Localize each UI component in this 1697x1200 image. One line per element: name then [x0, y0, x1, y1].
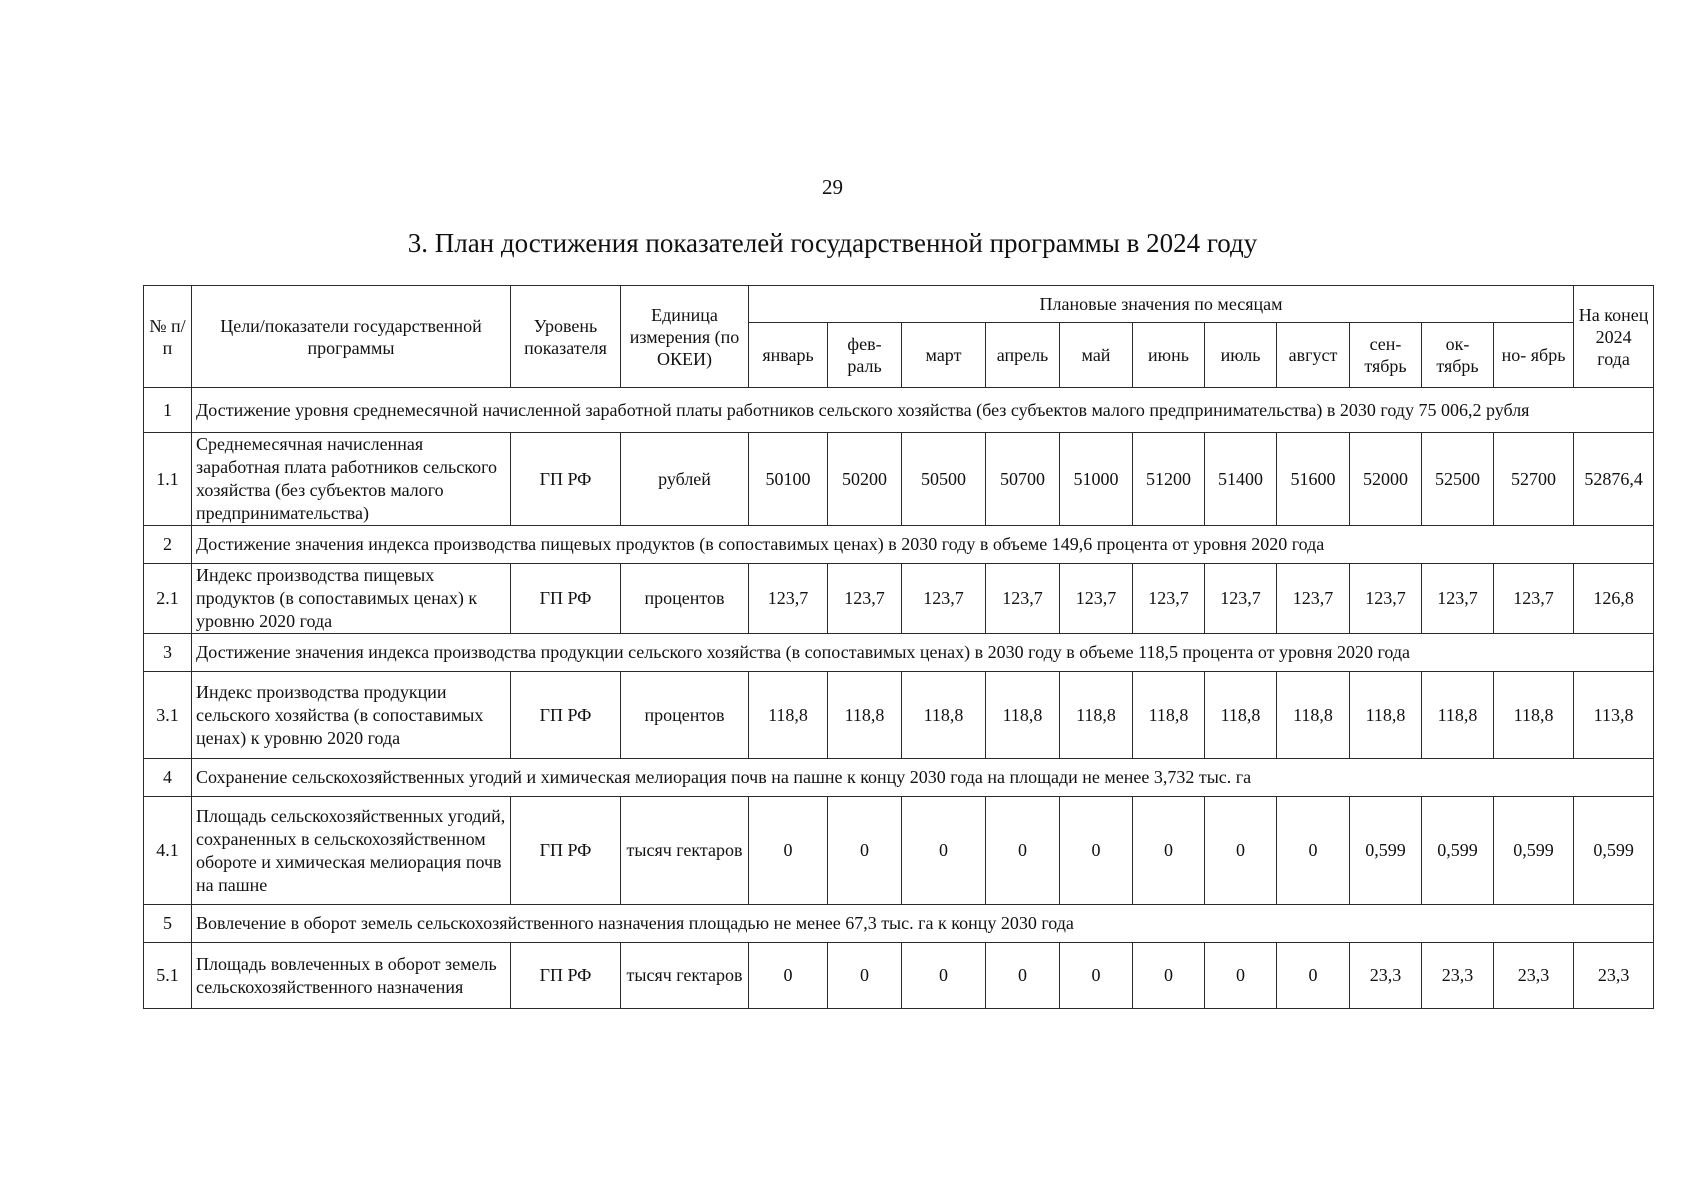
month-value: 118,8: [1060, 672, 1133, 759]
year-end-value: 126,8: [1574, 564, 1654, 634]
row-number: 5: [144, 905, 192, 943]
month-value: 123,7: [828, 564, 902, 634]
header-month: ок- тябрь: [1422, 323, 1494, 388]
month-value: 0: [902, 943, 986, 1009]
row-number: 1: [144, 388, 192, 433]
month-value: 123,7: [986, 564, 1060, 634]
indicator-row: [144, 797, 1654, 905]
year-end-value: 0,599: [1574, 797, 1654, 905]
month-value: 118,8: [1350, 672, 1422, 759]
month-value: 0,599: [1422, 797, 1494, 905]
header-unit: Единица измерения (по ОКЕИ): [621, 286, 749, 388]
indicator-name: Среднемесячная начисленная заработная плата работников сельского хозяйства (без субъектов малого предпринимательства): [192, 433, 511, 526]
goal-text: Достижение уровня среднемесячной начисленной заработной платы работников сельского хозяйства (без субъектов малого предпринимательства) в 2030 году 75 006,2 рубля: [192, 388, 1654, 433]
header-level: Уровень показателя: [511, 286, 621, 388]
header-month: май: [1060, 323, 1133, 388]
month-value: 0: [1060, 797, 1133, 905]
header-month: август: [1277, 323, 1350, 388]
month-value: 51600: [1277, 433, 1350, 526]
goal-text: Вовлечение в оборот земель сельскохозяйственного назначения площадью не менее 67,3 тыс. га к концу 2030 года: [192, 905, 1654, 943]
month-value: 0: [828, 797, 902, 905]
header-month: июль: [1205, 323, 1277, 388]
year-end-value: 23,3: [1574, 943, 1654, 1009]
month-value: 0,599: [1350, 797, 1422, 905]
month-value: 118,8: [828, 672, 902, 759]
indicator-level: ГП РФ: [511, 943, 621, 1009]
table-header: [144, 286, 1654, 388]
month-value: 51200: [1133, 433, 1205, 526]
indicators-plan-table: [143, 285, 1654, 1009]
header-month: март: [902, 323, 986, 388]
month-value: 50200: [828, 433, 902, 526]
goal-row: [144, 905, 1654, 943]
header-goal: Цели/показатели государственной программы: [192, 286, 511, 388]
month-value: 118,8: [1277, 672, 1350, 759]
indicator-name: Индекс производства пищевых продуктов (в сопоставимых ценах) к уровню 2020 года: [192, 564, 511, 634]
indicator-name: Индекс производства продукции сельского хозяйства (в сопоставимых ценах) к уровню 2020 года: [192, 672, 511, 759]
month-value: 50500: [902, 433, 986, 526]
month-value: 50100: [749, 433, 828, 526]
month-value: 23,3: [1494, 943, 1574, 1009]
indicator-name: Площадь вовлеченных в оборот земель сельскохозяйственного назначения: [192, 943, 511, 1009]
month-value: 123,7: [1277, 564, 1350, 634]
month-value: 0: [828, 943, 902, 1009]
month-value: 123,7: [1133, 564, 1205, 634]
month-value: 52500: [1422, 433, 1494, 526]
month-value: 123,7: [1422, 564, 1494, 634]
goal-row: [144, 759, 1654, 797]
row-number: 1.1: [144, 433, 192, 526]
month-value: 123,7: [1205, 564, 1277, 634]
goal-text: Достижение значения индекса производства пищевых продуктов (в сопоставимых ценах) в 2030 году в объеме 149,6 процента от уровня 2020 года: [192, 526, 1654, 564]
month-value: 0: [1205, 943, 1277, 1009]
month-value: 0: [986, 943, 1060, 1009]
month-value: 118,8: [1133, 672, 1205, 759]
indicator-level: ГП РФ: [511, 672, 621, 759]
month-value: 50700: [986, 433, 1060, 526]
indicator-row: [144, 943, 1654, 1009]
month-value: 23,3: [1422, 943, 1494, 1009]
header-month: но- ябрь: [1494, 323, 1574, 388]
indicator-unit: процентов: [621, 672, 749, 759]
month-value: 23,3: [1350, 943, 1422, 1009]
row-number: 2: [144, 526, 192, 564]
month-value: 0: [749, 943, 828, 1009]
header-month: июнь: [1133, 323, 1205, 388]
header-month: сен- тябрь: [1350, 323, 1422, 388]
month-value: 123,7: [1494, 564, 1574, 634]
indicator-name: Площадь сельскохозяйственных угодий, сохраненных в сельскохозяйственном обороте и химическая мелиорация почв на пашне: [192, 797, 511, 905]
month-value: 118,8: [986, 672, 1060, 759]
year-end-value: 52876,4: [1574, 433, 1654, 526]
month-value: 123,7: [1060, 564, 1133, 634]
header-month: апрель: [986, 323, 1060, 388]
row-number: 2.1: [144, 564, 192, 634]
indicator-row: [144, 433, 1654, 526]
header-number: № п/п: [144, 286, 192, 388]
indicator-row: [144, 672, 1654, 759]
indicator-level: ГП РФ: [511, 433, 621, 526]
month-value: 0: [1060, 943, 1133, 1009]
document-title: 3. План достижения показателей государственной программы в 2024 году: [407, 228, 1258, 258]
indicator-unit: тысяч гектаров: [621, 797, 749, 905]
month-value: 0: [749, 797, 828, 905]
row-number: 4: [144, 759, 192, 797]
month-value: 52700: [1494, 433, 1574, 526]
goal-row: [144, 388, 1654, 433]
month-value: 52000: [1350, 433, 1422, 526]
month-value: 0: [986, 797, 1060, 905]
month-value: 0: [1133, 943, 1205, 1009]
goal-row: [144, 634, 1654, 672]
row-number: 3: [144, 634, 192, 672]
month-value: 0: [1133, 797, 1205, 905]
goal-text: Достижение значения индекса производства продукции сельского хозяйства (в сопоставимых ценах) в 2030 году в объеме 118,5 процента от уровня 2020 года: [192, 634, 1654, 672]
indicator-unit: процентов: [621, 564, 749, 634]
table-body: [144, 388, 1654, 1009]
header-month: фев- раль: [828, 323, 902, 388]
month-value: 118,8: [1422, 672, 1494, 759]
goal-row: [144, 526, 1654, 564]
indicator-level: ГП РФ: [511, 797, 621, 905]
indicator-level: ГП РФ: [511, 564, 621, 634]
month-value: 51000: [1060, 433, 1133, 526]
row-number: 3.1: [144, 672, 192, 759]
year-end-value: 113,8: [1574, 672, 1654, 759]
indicator-unit: тысяч гектаров: [621, 943, 749, 1009]
month-value: 51400: [1205, 433, 1277, 526]
month-value: 0: [1277, 943, 1350, 1009]
month-value: 118,8: [1205, 672, 1277, 759]
month-value: 123,7: [749, 564, 828, 634]
goal-text: Сохранение сельскохозяйственных угодий и химическая мелиорация почв на пашне к концу 2030 года на площади не менее 3,732 тыс. га: [192, 759, 1654, 797]
month-value: 0: [1205, 797, 1277, 905]
month-value: 118,8: [902, 672, 986, 759]
month-value: 0,599: [1494, 797, 1574, 905]
page-number: 29: [822, 175, 843, 199]
indicator-row: [144, 564, 1654, 634]
header-monthly-values: Плановые значения по месяцам: [749, 286, 1574, 323]
row-number: 5.1: [144, 943, 192, 1009]
month-value: 123,7: [902, 564, 986, 634]
month-value: 118,8: [749, 672, 828, 759]
month-value: 0: [902, 797, 986, 905]
month-value: 118,8: [1494, 672, 1574, 759]
month-value: 0: [1277, 797, 1350, 905]
month-value: 123,7: [1350, 564, 1422, 634]
indicator-unit: рублей: [621, 433, 749, 526]
header-year-end: На конец 2024 года: [1574, 286, 1654, 388]
header-month: январь: [749, 323, 828, 388]
row-number: 4.1: [144, 797, 192, 905]
